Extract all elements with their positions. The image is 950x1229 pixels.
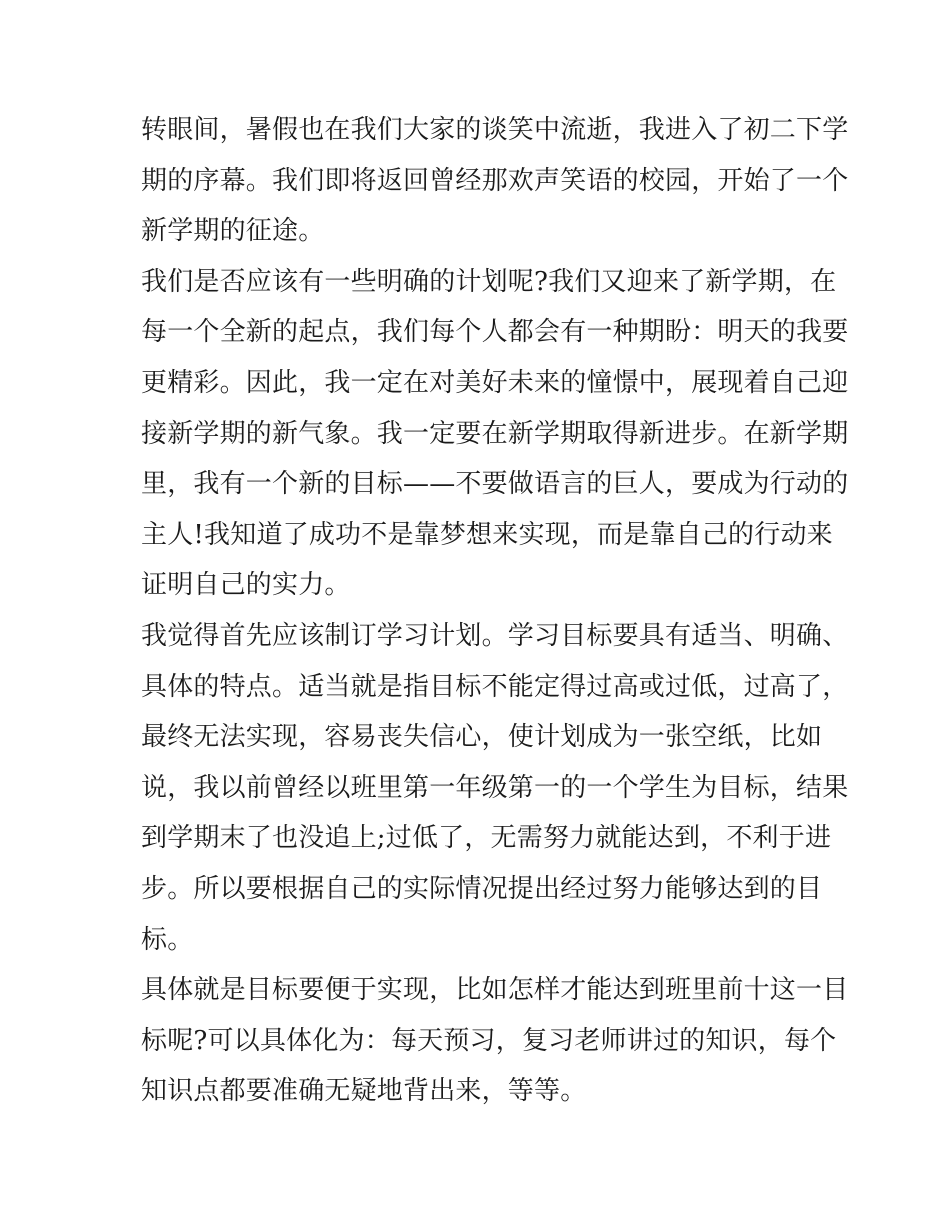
text-line: 说，我以前曾经以班里第一年级第一的一个学生为目标，结果 (141, 772, 849, 803)
text-line: 步。所以要根据自己的实际情况提出经过努力能够达到的目 (141, 873, 823, 904)
text-line: 具体就是目标要便于实现，比如怎样才能达到班里前十这一目 (141, 975, 849, 1006)
text-line: 到学期末了也没追上;过低了，无需努力就能达到，不利于进 (141, 823, 832, 854)
text-line: 标。 (141, 924, 194, 955)
text-line: 更精彩。因此，我一定在对美好未来的憧憬中，展现着自己迎 (141, 367, 849, 398)
text-line: 主人!我知道了成功不是靠梦想来实现，而是靠自己的行动来 (141, 519, 833, 550)
text-line: 我们是否应该有一些明确的计划呢?我们又迎来了新学期，在 (141, 266, 837, 297)
text-line: 期的序幕。我们即将返回曾经那欢声笑语的校园，开始了一个 (141, 165, 849, 196)
text-line: 我觉得首先应该制订学习计划。学习目标要具有适当、明确、 (141, 620, 849, 651)
text-line: 转眼间，暑假也在我们大家的谈笑中流逝，我进入了初二下学 (141, 115, 849, 145)
text-line: 知识点都要准确无疑地背出来，等等。 (141, 1076, 587, 1107)
text-line: 接新学期的新气象。我一定要在新学期取得新进步。在新学期 (141, 418, 849, 449)
text-line: 里，我有一个新的目标——不要做语言的巨人，要成为行动的 (141, 469, 849, 500)
text-line: 具体的特点。适当就是指目标不能定得过高或过低，过高了， (141, 671, 849, 702)
text-line: 新学期的征途。 (141, 216, 325, 247)
text-line: 每一个全新的起点，我们每个人都会有一种期盼：明天的我要 (141, 317, 849, 348)
text-line: 证明自己的实力。 (141, 570, 351, 601)
document-body (141, 105, 849, 1117)
text-line: 最终无法实现，容易丧失信心，使计划成为一张空纸，比如 (141, 722, 823, 753)
text-line: 标呢?可以具体化为：每天预习，复习老师讲过的知识，每个 (141, 1025, 837, 1056)
